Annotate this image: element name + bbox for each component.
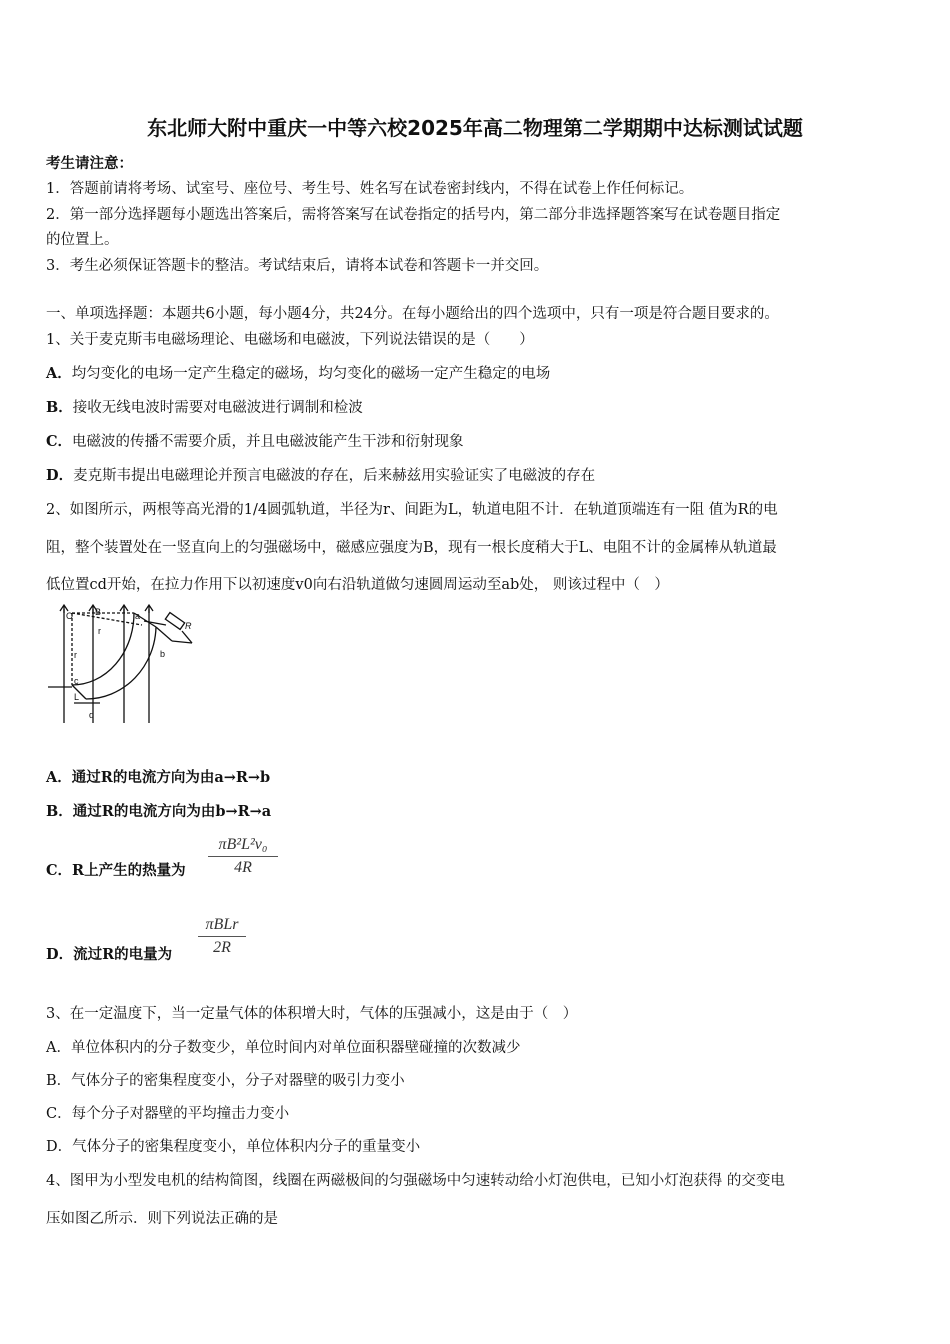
q4-line-2: 压如图乙所示．则下列说法正确的是 (46, 1211, 278, 1227)
formula-denominator: 2R (213, 939, 231, 956)
resistor-lead (172, 641, 192, 643)
option-label: B． (46, 399, 73, 416)
q1-option-b (46, 396, 363, 417)
rail-front (72, 613, 134, 685)
option-text: 接收无线电波时需要对电磁波进行调制和检波 (72, 400, 363, 416)
q2-option-a (46, 766, 270, 787)
section-heading: 一、单项选择题：本题共6小题，每小题4分，共24分。在每小题给出的四个选项中，只有一项是符合题目要求的。 (46, 306, 779, 322)
formula-heat (208, 836, 278, 877)
q3-option-a: A．单位体积内的分子数变少，单位时间内对单位面积器壁碰撞的次数减少 (46, 1040, 521, 1056)
notice-item-1: 1．答题前请将考场、试室号、座位号、考生号、姓名写在试卷密封线内，不得在试卷上作任何标记。 (46, 181, 694, 197)
rail-back (86, 627, 156, 699)
notice-item-2: 2．第一部分选择题每小题选出答案后，需将答案写在试卷指定的括号内，第二部分非选择题答案写在试卷题目指定 (46, 207, 781, 223)
label-d: d (89, 710, 95, 720)
q3-option-d: D．气体分子的密集程度变小，单位体积内分子的重量变小 (46, 1139, 421, 1155)
q3-option-c: C．每个分子对器壁的平均撞击力变小 (46, 1106, 290, 1122)
formula-denominator: 4R (234, 859, 252, 876)
arrow-head (145, 605, 153, 613)
option-text: 麦克斯韦提出电磁理论并预言电磁波的存在，后来赫兹用实验证实了电磁波的存在 (73, 468, 596, 484)
label-l: L (74, 692, 80, 702)
formula-numerator: πB²L²v₀ (218, 836, 268, 853)
label-c: c (74, 676, 79, 686)
label-a: a (135, 611, 141, 621)
option-label: D． (46, 946, 74, 963)
formula-charge (198, 916, 246, 957)
page-title: 东北师大附中重庆一中等六校2025年高二物理第二学期期中达标测试试题 (147, 116, 803, 140)
option-text: 流过R的电量为 (73, 946, 173, 963)
resistor-lead (144, 621, 166, 625)
option-text: 均匀变化的电场一定产生稳定的磁场，均匀变化的磁场一定产生稳定的电场 (71, 366, 551, 382)
notice-heading: 考生请注意： (46, 155, 133, 172)
label-r-top: r (98, 626, 101, 636)
q3-stem: 3、在一定温度下，当一定量气体的体积增大时，气体的压强减小，这是由于（ ） (46, 1006, 578, 1022)
rail-figure (44, 603, 200, 727)
q1-stem: 1、关于麦克斯韦电磁场理论、电磁场和电磁波，下列说法错误的是（ ） (46, 332, 534, 348)
radius-line (72, 613, 142, 625)
q1-option-a (46, 362, 550, 383)
q1-option-c (46, 430, 464, 451)
option-label: B． (46, 803, 73, 820)
notice-item-3: 3．考生必须保证答题卡的整洁。考试结束后，请将本试卷和答题卡一并交回。 (46, 258, 549, 274)
label-r-resistor: R (185, 621, 192, 631)
q3-option-b: B．气体分子的密集程度变小，分子对器壁的吸引力变小 (46, 1073, 405, 1089)
q2-line-1: 2、如图所示，两根等高光滑的1/4圆弧轨道，半径为r、间距为L，轨道电阻不计．在轨道顶端连有一阻 值为R的电 (46, 502, 778, 518)
q2-option-b (46, 800, 271, 821)
label-r-side: r (74, 650, 77, 660)
option-label: C． (46, 862, 73, 879)
q2-option-c (46, 859, 186, 880)
fraction-bar (198, 936, 246, 937)
option-label: D． (46, 467, 74, 484)
resistor-lead (182, 631, 192, 643)
option-label: C． (46, 433, 73, 450)
option-text: R上产生的热量为 (72, 862, 186, 879)
option-text: 电磁波的传播不需要介质，并且电磁波能产生干涉和衍射现象 (72, 434, 464, 450)
option-label: A． (46, 769, 72, 786)
q2-option-d (46, 943, 172, 964)
q1-option-d (46, 464, 595, 485)
resistor-lead (156, 627, 172, 641)
q2-line-3: 低位置cd开始，在拉力作用下以初速度v0向右沿轨道做匀速圆周运动至ab处， 则该过程中（ ） (46, 577, 669, 593)
option-text: 通过R的电流方向为由a→R→b (71, 769, 271, 786)
option-label: A． (46, 365, 72, 382)
resistor (165, 613, 184, 630)
label-b-field: B (95, 607, 102, 617)
notice-item-2-cont: 的位置上。 (46, 232, 119, 248)
arrow-head (120, 605, 128, 613)
label-b-point: b (160, 649, 166, 659)
q2-line-2: 阻，整个装置处在一竖直向上的匀强磁场中，磁感应强度为B，现有一根长度稍大于L、电阻不计的金属棒从轨道最 (46, 540, 777, 556)
option-text: 通过R的电流方向为由b→R→a (72, 803, 272, 820)
fraction-bar (208, 856, 278, 857)
q4-line-1: 4、图甲为小型发电机的结构简图，线圈在两磁极间的匀强磁场中匀速转动给小灯泡供电，已知小灯泡获得 的交变电 (46, 1173, 785, 1189)
formula-numerator: πBLr (205, 916, 239, 933)
label-o: O (66, 611, 74, 621)
